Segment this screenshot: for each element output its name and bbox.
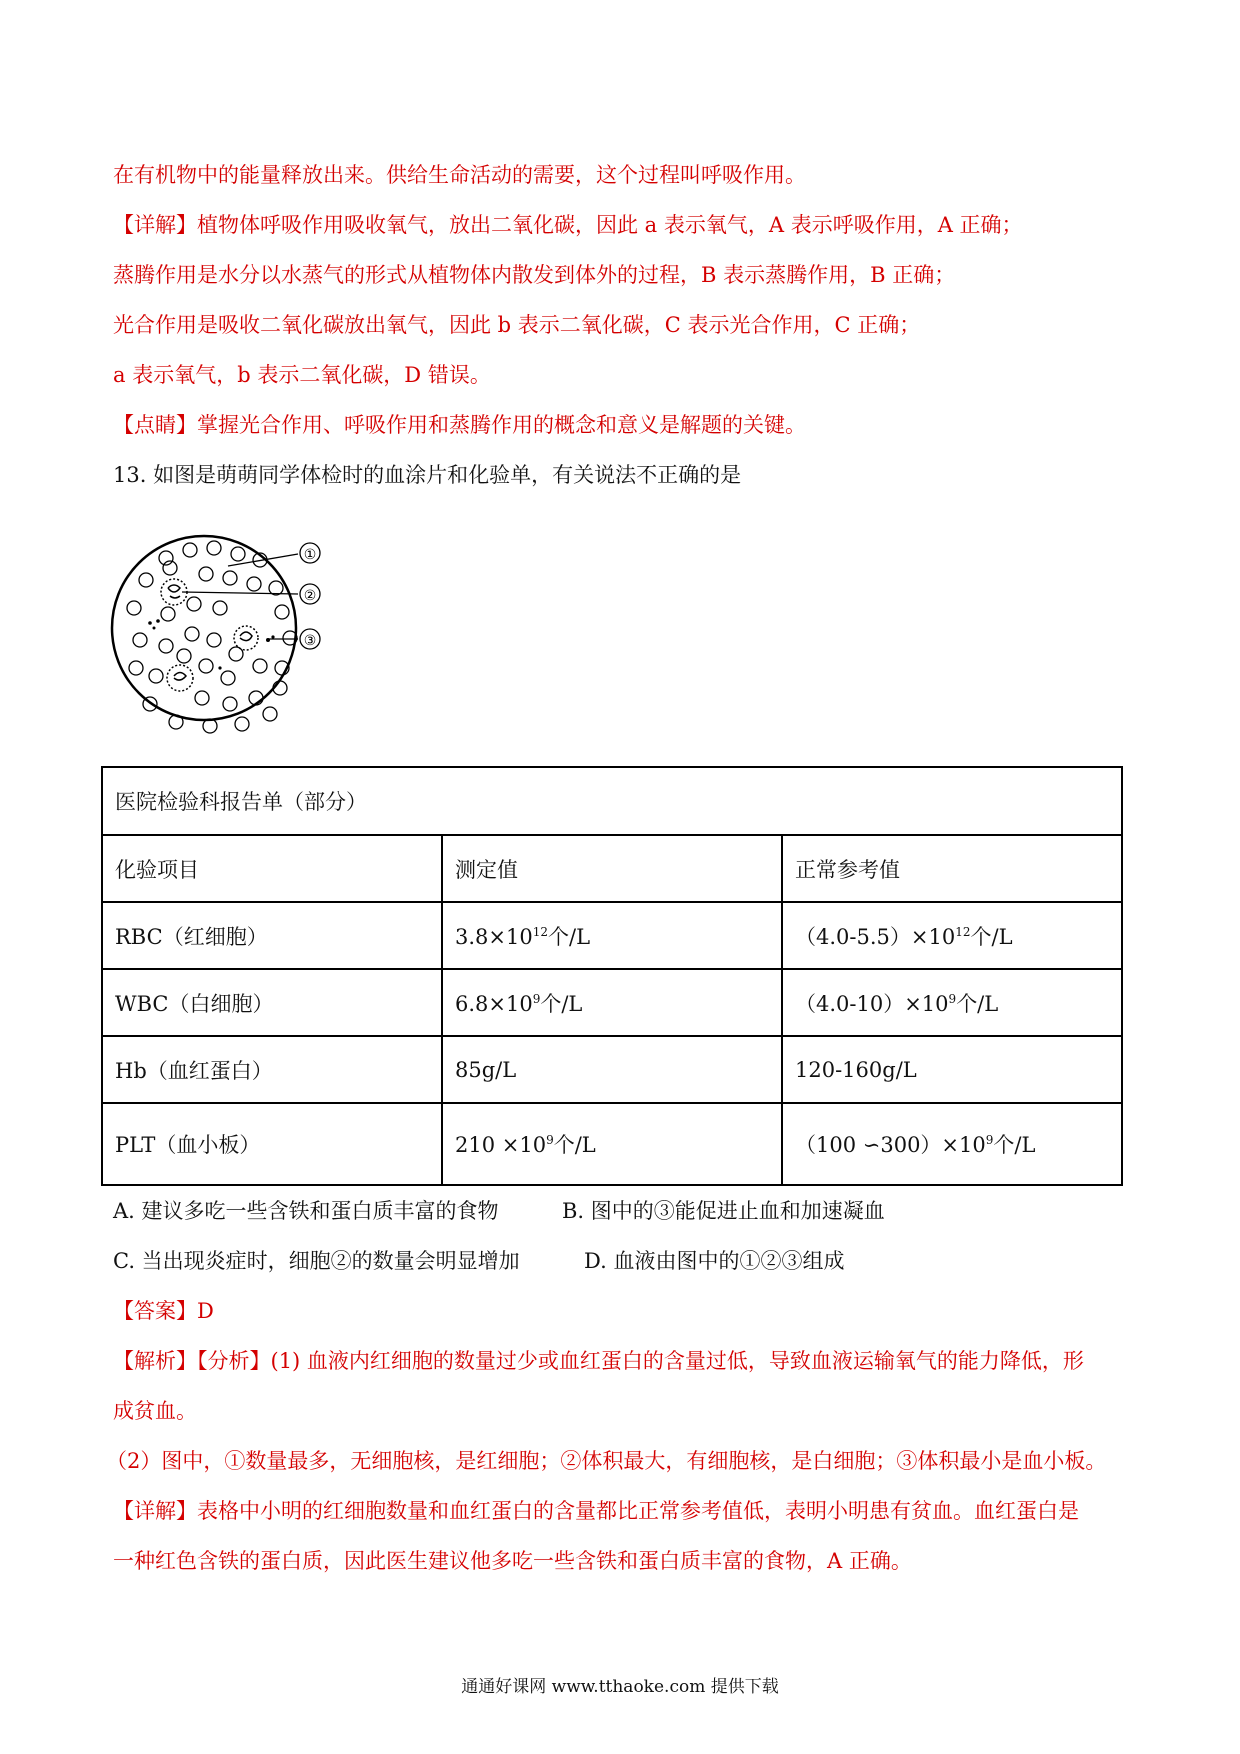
row-reference: 120-160g/L: [782, 1036, 1122, 1103]
label-3: ③: [303, 633, 317, 649]
table-row: [102, 1036, 1122, 1103]
row-reference: $(4.0-5.5)\times 10^{12}$个/L: [782, 902, 1122, 969]
lab-report-table: [101, 766, 1123, 1186]
row-reference: （100 $∽300)\times 10^9$个/L: [782, 1103, 1122, 1185]
blood-smear-diagram: [110, 528, 360, 748]
prev-answer-line-5: a 表示氧气，b 表示二氧化碳，D 错误。: [113, 363, 491, 387]
blood-smear-figure: [110, 528, 360, 748]
table-row: [102, 1103, 1122, 1185]
row-item: Hb（血红蛋白）: [102, 1036, 442, 1103]
row-item: RBC（红细胞）: [102, 902, 442, 969]
answer-line-6: 一种红色含铁的蛋白质，因此医生建议他多吃一些含铁和蛋白质丰富的食物，A 正确。: [113, 1549, 912, 1573]
red-blood-cell: [263, 707, 277, 721]
prev-answer-line-4: 光合作用是吸收二氧化碳放出氧气，因此 b 表示二氧化碳，C 表示光合作用，C 正确；: [113, 313, 921, 337]
table-row: [102, 902, 1122, 969]
option-a: A. 建议多吃一些含铁和蛋白质丰富的食物: [113, 1199, 499, 1223]
answer-line-2: 【解析】【分析】(1) 血液内红细胞的数量过少或血红蛋白的含量过低，导致血液运输氧气的能力降低，形: [113, 1349, 1084, 1373]
row-value: $210 \times 10^9$个/L: [442, 1103, 782, 1185]
prev-answer-line-6: 【点睛】掌握光合作用、呼吸作用和蒸腾作用的概念和意义是解题的关键。: [113, 413, 806, 437]
answer-line-4: （2）图中，①数量最多，无细胞核，是红细胞；②体积最大，有细胞核，是白细胞；③体积最小是血小板。: [106, 1449, 1107, 1473]
prev-answer-line-3: 蒸腾作用是水分以水蒸气的形式从植物体内散发到体外的过程，B 表示蒸腾作用，B 正确；: [113, 263, 956, 287]
prev-answer-line-1: 在有机物中的能量释放出来。供给生命活动的需要，这个过程叫呼吸作用。: [113, 163, 806, 187]
row-reference: $(4.0-10)\times 10^9$个/L: [782, 969, 1122, 1036]
table-row: [102, 969, 1122, 1036]
smear-outline: [112, 536, 296, 720]
row-value: 85g/L: [442, 1036, 782, 1103]
option-c: C. 当出现炎症时，细胞②的数量会明显增加: [113, 1249, 520, 1273]
answer-line-1: 【答案】D: [113, 1299, 214, 1323]
question-text: 13. 如图是萌萌同学体检时的血涂片和化验单，有关说法不正确的是: [113, 463, 742, 487]
report-title: 医院检验科报告单（部分）: [102, 767, 1122, 835]
option-d: D. 血液由图中的①②③组成: [584, 1249, 845, 1273]
red-blood-cell: [203, 719, 217, 733]
row-value: $6.8\times 10^9$个/L: [442, 969, 782, 1036]
row-item: WBC（白细胞）: [102, 969, 442, 1036]
answer-line-5: 【详解】表格中小明的红细胞数量和血红蛋白的含量都比正常参考值低，表明小明患有贫血。血红蛋白是: [113, 1499, 1079, 1523]
header-value: 测定值: [442, 835, 782, 902]
header-item: 化验项目: [102, 835, 442, 902]
row-value: $3.8\times 10^{12}$个/L: [442, 902, 782, 969]
page-footer: 通通好课网 www.tthaoke.com 提供下载: [461, 1677, 779, 1697]
table-header-row: [102, 835, 1122, 902]
red-blood-cell: [235, 717, 249, 731]
header-reference: 正常参考值: [782, 835, 1122, 902]
option-b: B. 图中的③能促进止血和加速凝血: [562, 1199, 885, 1223]
label-1: ①: [303, 547, 317, 563]
answer-line-3: 成贫血。: [113, 1399, 197, 1423]
label-2: ②: [303, 588, 317, 604]
red-blood-cell: [169, 715, 183, 729]
prev-answer-line-2: 【详解】植物体呼吸作用吸收氧气，放出二氧化碳，因此 a 表示氧气，A 表示呼吸作用，A 正确；: [113, 213, 1023, 237]
row-item: PLT（血小板）: [102, 1103, 442, 1185]
